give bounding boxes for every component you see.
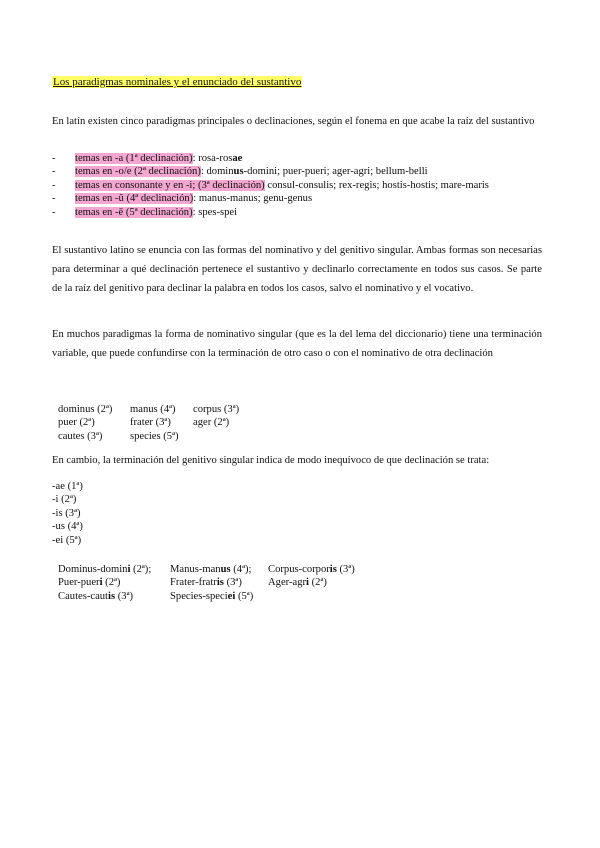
nominative-column-3 — [193, 403, 239, 430]
list-item: Puer-pueri (2ª) — [58, 577, 121, 589]
nominative-paragraph: En muchos paradigmas la forma de nominativo singular (que es la del lema del diccionario) tiene una terminación variable, que puede confundirse con la terminación de otro caso o con el nominativo de otra declinación — [52, 329, 542, 359]
tema-label: temas en -a (1ª declinación) — [75, 153, 193, 164]
tema-label: temas en -o/e (2ª declinación) — [75, 166, 201, 178]
list-item: cautes (3ª) — [58, 430, 103, 442]
list-item: Corpus-corporis (3ª) — [268, 564, 355, 575]
tema-label: temas en -ŭ (4ª declinación) — [75, 193, 194, 205]
list-item: Frater-fratris (3ª) — [170, 577, 242, 589]
intro-paragraph: En latín existen cinco paradigmas principales o declinaciones, según el fonema en que acabe la raíz del sustantivo — [52, 116, 535, 127]
pairs-column-3 — [268, 563, 355, 590]
enunciado-paragraph: El sustantivo latino se enuncia con las formas del nominativo y del genitivo singular. Ambas formas son necesarias para determinar a qué declinación pertenece el sustantivo y declinarlo correctamente en todos sus casos. Se parte de la raíz del genitivo para declinar la palabra en todos los casos, salvo el nominativo y el vocativo. — [52, 245, 542, 294]
list-item: -ae (1ª) — [52, 481, 83, 492]
page-title: Los paradigmas nominales y el enunciado del sustantivo — [53, 76, 302, 88]
list-item: -i (2ª) — [52, 494, 77, 506]
list-item: - temas en -ŭ (4ª declinación): manus-manus; genu-genus — [52, 193, 313, 205]
tema-label: temas en -ē (5ª declinación) — [75, 206, 193, 218]
list-item: -us (4ª) — [52, 521, 83, 533]
list-item: Cautes-cautis (3ª) — [58, 590, 134, 602]
list-item: frater (3ª) — [130, 417, 171, 429]
nominative-column-1 — [58, 403, 112, 443]
genitive-paragraph: En cambio, la terminación del genitivo singular indica de modo inequívoco de que declinación se trata: — [52, 455, 490, 466]
pairs-column-2 — [170, 563, 253, 603]
list-item: - temas en -o/e (2ª declinación): dominus-domini; puer-pueri; ager-agri; bellum-belli — [52, 166, 428, 178]
list-item: Dominus-domini (2ª); — [58, 564, 152, 575]
list-item: Manus-manus (4ª); — [170, 564, 252, 575]
list-item: -ei (5ª) — [52, 534, 82, 546]
list-item: Species-speciei (5ª) — [170, 590, 254, 602]
pairs-column-1 — [58, 563, 151, 603]
list-item: corpus (3ª) — [193, 404, 240, 415]
list-item: ager (2ª) — [193, 417, 230, 429]
list-item: -is (3ª) — [52, 507, 81, 519]
list-item: manus (4ª) — [130, 404, 176, 415]
list-item: - temas en -a (1ª declinación): rosa-rosae — [52, 153, 243, 164]
tema-label: temas en consonante y en -i; (3ª declinación) — [75, 179, 265, 191]
nominative-column-2 — [130, 403, 179, 443]
list-item: Ager-agri (2ª) — [268, 577, 327, 589]
list-item: puer (2ª) — [58, 417, 95, 429]
list-item: - temas en -ē (5ª declinación): spes-spei — [52, 206, 238, 218]
list-item: species (5ª) — [130, 430, 179, 442]
list-item: - temas en consonante y en -i; (3ª declinación) consul-consulis; rex-regis; hostis-hostis; mare-maris — [52, 179, 489, 191]
genitive-endings-list — [52, 480, 83, 547]
list-item: dominus (2ª) — [58, 404, 113, 415]
